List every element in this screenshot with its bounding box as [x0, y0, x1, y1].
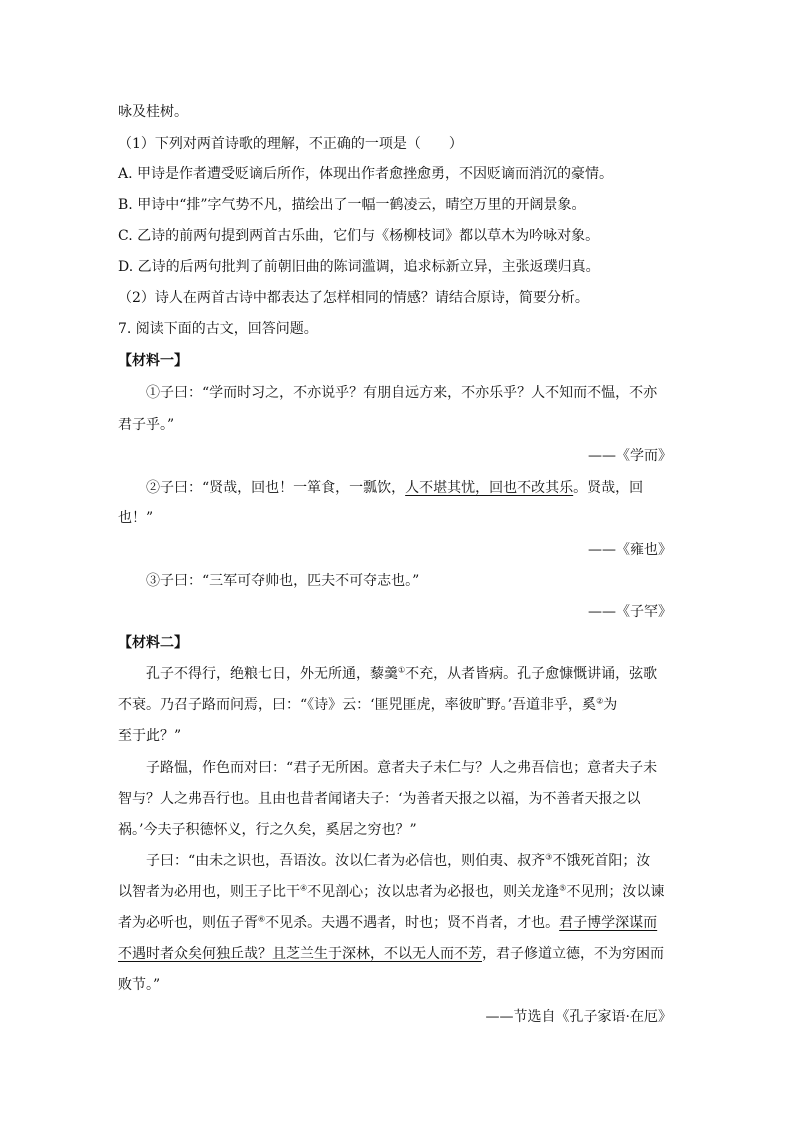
footnote-marker: ⑤	[559, 883, 567, 893]
text-line: 败节。”	[118, 977, 161, 993]
footnote-marker: ⑥	[258, 914, 266, 924]
source-citation: ——《雍也》	[588, 542, 672, 558]
text-line: 祸。’今夫子积德怀义，行之久矣，奚居之穷也？”	[118, 822, 417, 838]
text-line: 不衰。乃召子路而问焉，曰：“《诗》云：‘匪兕匪虎，率彼旷野。’吾道非乎，奚②为	[118, 696, 618, 713]
text-line: 君子乎。”	[118, 417, 175, 433]
option-d: D. 乙诗的后两句批判了前朝旧曲的陈词滥调，追求标新立异，主张返璞归真。	[118, 259, 600, 275]
text-line: 咏及桂树。	[118, 104, 188, 120]
underlined-phrase: 君子博学深谋而	[559, 915, 658, 931]
footnote-marker: ③	[545, 852, 553, 862]
source-citation: ——《学而》	[588, 448, 672, 464]
underlined-phrase: 且芝兰生于深林，不以无人而不芳	[272, 946, 482, 962]
option-a: A. 甲诗是作者遭受贬谪后所作，体现出作者愈挫愈勇，不因贬谪而消沉的豪情。	[118, 166, 614, 182]
text-line: ③子曰：“三军可夺帅也，匹夫不可夺志也。”	[146, 573, 420, 589]
question-2-prompt: （2）诗人在两首古诗中都表达了怎样相同的情感？请结合原诗，简要分析。	[118, 290, 589, 306]
text-line: 不遇时者众矣何独丘哉？且芝兰生于深林，不以无人而不芳，君子修道立德，不为穷困而	[118, 946, 664, 962]
source-citation: ——《子罕》	[588, 604, 672, 620]
text-line: 智与？人之弗吾行也。且由也昔者闻诸夫子：‘为善者天报之以福，为不善者天报之以	[118, 791, 641, 807]
footnote-marker: ①	[398, 665, 406, 675]
footnote-marker: ②	[596, 696, 604, 706]
option-c: C. 乙诗的前两句提到两首古乐曲，它们与《杨柳枝词》都以草木为吟咏对象。	[118, 228, 600, 244]
text-line: 孔子不得行，绝粮七日，外无所通，藜羹①不充，从者皆病。孔子愈慷慨讲诵，弦歌	[146, 665, 658, 682]
text-line: 子路愠，作色而对曰：“君子无所困。意者夫子未仁与？人之弗吾信也；意者夫子未	[146, 760, 658, 776]
question-7-heading: 7. 阅读下面的古文，回答问题。	[118, 321, 318, 337]
text-line: 也！”	[118, 510, 154, 526]
footnote-marker: ④	[300, 883, 308, 893]
text-line: 以智者为必用也，则王子比干④不见剖心；汝以忠者为必报也，则关龙逢⑤不见刑；汝以谏	[118, 883, 665, 900]
text-line: 子曰：“由未之识也，吾语汝。汝以仁者为必信也，则伯夷、叔齐③不饿死首阳；汝	[146, 852, 651, 869]
underlined-phrase: 人不堪其忧，回也不改其乐	[405, 480, 574, 496]
text-line: ②子曰：“贤哉，回也！一箪食，一瓢饮，人不堪其忧，回也不改其乐。贤哉，回	[146, 480, 644, 496]
text-line: 者为必听也，则伍子胥⑥不见杀。夫遇不遇者，时也；贤不肖者，才也。君子博学深谋而	[118, 914, 658, 931]
option-b: B. 甲诗中“排”字气势不凡，描绘出了一幅一鹤凌云，晴空万里的开阔景象。	[118, 197, 586, 213]
text-line: 至于此？”	[118, 728, 182, 744]
question-1-prompt: （1）下列对两首诗歌的理解，不正确的一项是（ ）	[118, 136, 463, 152]
material-1-heading: 【材料一】	[118, 353, 188, 369]
text-line: ①子曰：“学而时习之，不亦说乎？有朋自远方来，不亦乐乎？人不知而不愠，不亦	[146, 385, 658, 401]
source-citation: ——节选自《孔子家语·在厄》	[485, 1009, 672, 1025]
material-2-heading: 【材料二】	[118, 635, 188, 651]
underlined-phrase: 不遇时者众矣何独丘哉？	[118, 946, 272, 962]
